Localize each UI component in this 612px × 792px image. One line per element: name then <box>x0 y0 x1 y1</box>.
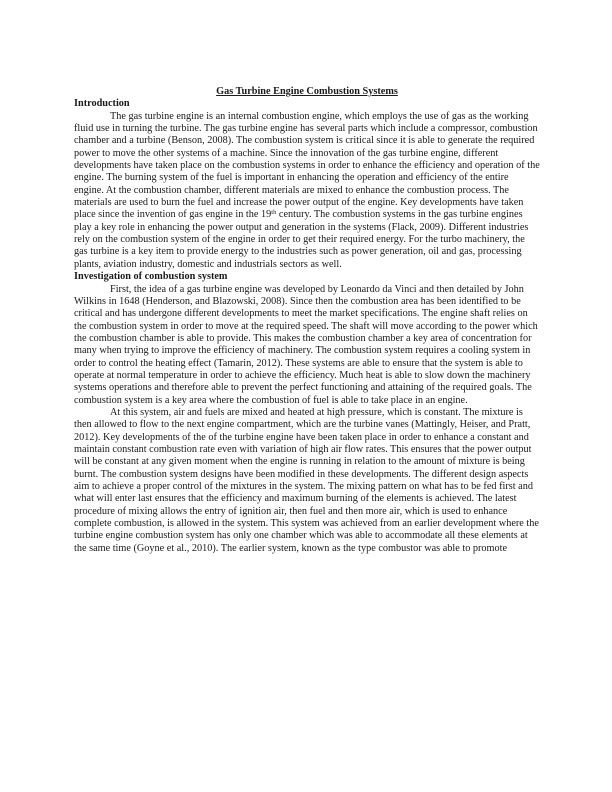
introduction-text-part-2: century. The combustion systems in the gas turbine engines play a key role in enhancing the power output and generation in the systems (Flack, 2009). Different industries rely on the combustion system of the engine in order to get their required energy. For the turbo machinery, the gas turbine is a key item to provide energy to the industries such as power generation, oil and gas, processing plants, aviation industry, domestic and industrials sectors as well. <box>74 209 529 270</box>
section-heading-introduction: Introduction <box>74 98 130 110</box>
document-title: Gas Turbine Engine Combustion Systems <box>216 86 398 97</box>
ordinal-superscript: th <box>271 209 277 217</box>
investigation-paragraph-2: At this system, air and fuels are mixed and heated at high pressure, which is constant. The mixture is then allowed to flow to the next engine compartment, which are the turbine vanes (Mattingly, Heiser, and Pratt, 2012). Key developments of the of the turbine engine have been taken place in order to enhance a constant and maintain constant combustion rate even with variation of high air flow rates. This ensures that the power output will be constant at any given moment when the engine is running in relation to the amount of mixture is being burnt. The combustion system designs have been modified in these developments. The different design aspects aim to achieve a proper control of the mixtures in the system. The mixing pattern on what has to be fed first and what will enter last ensures that the efficiency and maximum burning of the elements is achieved. The latest procedure of mixing allows the entry of ignition air, then fuel and then more air, which is used to enhance complete combustion, is allowed in the system. This system was achieved from an earlier development where the turbine engine combustion system has only one chamber which was able to accommodate all these elements at the same time (Goyne et al., 2010). The earlier system, known as the type combustor was able to promote <box>74 406 539 554</box>
introduction-paragraph <box>74 111 540 271</box>
introduction-text-part-1: The gas turbine engine is an internal combustion engine, which employs the use of gas as the working fluid use in turning the turbine. The gas turbine engine has several parts which include a compressor, combustion chamber and a turbine (Benson, 2008). The combustion system is critical since it is able to generate the required power to move the other systems of a machine. Since the innovation of the gas turbine engine, different developments have taken place on the combustion systems in order to enhance the efficiency and operation of the engine. The burning system of the fuel is important in enhancing the operation and efficiency of the entire engine. At the combustion chamber, different materials are mixed to enhance the combustion process. The materials are used to burn the fuel and increase the power output of the engine. Key developments have taken place since the invention of gas engine in the 19 <box>74 110 540 221</box>
document-body <box>74 86 540 555</box>
investigation-paragraph-1: First, the idea of a gas turbine engine was developed by Leonardo da Vinci and then detailed by John Wilkins in 1648 (Henderson, and Blazowski, 2008). Since then the combustion area has been identified to be critical and has undergone different developments to meet the market specifications. The engine shaft relies on the combustion system in order to move at the required speed. The shaft will move according to the power which the combustion chamber is able to provide. This makes the combustion chamber a key area of concentration for many when trying to improve the efficiency of machinery. The combustion system requires a cooling system in order to control the heating effect (Tamarin, 2012). These systems are able to ensure that the system is able to operate at normal temperature in order to achieve the efficiency. Much heat is able to slow down the machinery systems operations and therefore able to prevent the perfect functioning and attaining of the required goals. The combustion system is a key area where the combustion of fuel is able to take place in an engine. <box>74 283 538 406</box>
section-heading-investigation: Investigation of combustion system <box>74 271 228 283</box>
